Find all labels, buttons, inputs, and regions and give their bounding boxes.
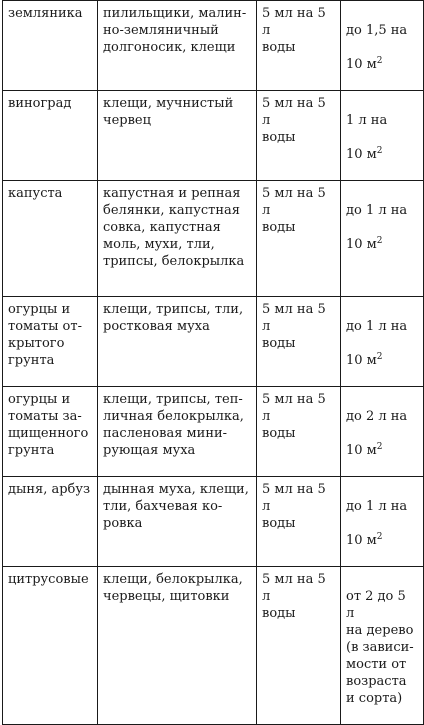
rate-unit-exponent: 2 xyxy=(376,146,383,156)
pests-cell: клещи, белокрылка, червецы, щитовки xyxy=(98,567,257,725)
crop-cell: огурцы и томаты от- крытого грунта xyxy=(3,297,98,387)
crop-cell: цитрусовые xyxy=(3,567,98,725)
rate-unit: 10 м xyxy=(346,237,377,252)
rate-cell xyxy=(341,91,424,181)
pests-cell: клещи, мучнистый червец xyxy=(98,91,257,181)
crop-cell: дыня, арбуз xyxy=(3,477,98,567)
pests-cell: клещи, трипсы, теп- личная белокрылка, пасленовая мини- рующая муха xyxy=(98,387,257,477)
rate-cell xyxy=(341,477,424,567)
dose-cell: 5 мл на 5 л воды xyxy=(257,181,341,297)
crop-cell: огурцы и томаты за- щищенного грунта xyxy=(3,387,98,477)
rate-area xyxy=(346,236,418,253)
rate-area xyxy=(346,146,418,163)
rate-unit: 10 м xyxy=(346,533,377,548)
rate-area xyxy=(346,532,418,549)
rate-text: до 2 л на xyxy=(346,409,408,424)
rate-text: до 1,5 на xyxy=(346,23,408,38)
rate-unit-exponent: 2 xyxy=(376,532,383,542)
rate-area xyxy=(346,352,418,369)
rate-unit-exponent: 2 xyxy=(376,352,383,362)
rate-text: 1 л на xyxy=(346,113,388,128)
table-row xyxy=(3,387,424,477)
rate-unit-exponent: 2 xyxy=(376,236,383,246)
rate-text: от 2 до 5 л на дерево (в зависи- мости от возраста и сорта) xyxy=(346,589,414,706)
rate-area xyxy=(346,56,418,73)
pests-cell: капустная и репная белянки, капустная совка, капустная моль, мухи, тли, трипсы, белокрылка xyxy=(98,181,257,297)
pests-cell: пилильщики, малин- но-земляничный долгоносик, клещи xyxy=(98,1,257,91)
rate-cell xyxy=(341,567,424,725)
pesticide-application-table xyxy=(2,0,424,725)
rate-text: до 1 л на xyxy=(346,319,408,334)
table-row xyxy=(3,1,424,91)
dose-cell: 5 мл на 5 л воды xyxy=(257,91,341,181)
pests-cell: дынная муха, клещи, тли, бахчевая ко- ровка xyxy=(98,477,257,567)
rate-text: до 1 л на xyxy=(346,499,408,514)
rate-area xyxy=(346,442,418,459)
dose-cell: 5 мл на 5 л воды xyxy=(257,387,341,477)
crop-cell: виноград xyxy=(3,91,98,181)
rate-unit: 10 м xyxy=(346,353,377,368)
table-row xyxy=(3,567,424,725)
table-row xyxy=(3,477,424,567)
crop-cell: земляника xyxy=(3,1,98,91)
table-row xyxy=(3,181,424,297)
rate-unit: 10 м xyxy=(346,57,377,72)
dose-cell: 5 мл на 5 л воды xyxy=(257,297,341,387)
rate-cell xyxy=(341,181,424,297)
rate-unit-exponent: 2 xyxy=(376,442,383,452)
crop-cell: капуста xyxy=(3,181,98,297)
rate-cell xyxy=(341,1,424,91)
dose-cell: 5 мл на 5 л воды xyxy=(257,1,341,91)
dose-cell: 5 мл на 5 л воды xyxy=(257,567,341,725)
rate-cell xyxy=(341,297,424,387)
rate-unit-exponent: 2 xyxy=(376,56,383,66)
table-row xyxy=(3,91,424,181)
pests-cell: клещи, трипсы, тли, ростковая муха xyxy=(98,297,257,387)
rate-unit: 10 м xyxy=(346,147,377,162)
rate-unit: 10 м xyxy=(346,443,377,458)
rate-cell xyxy=(341,387,424,477)
dose-cell: 5 мл на 5 л воды xyxy=(257,477,341,567)
rate-text: до 1 л на xyxy=(346,203,408,218)
table-row xyxy=(3,297,424,387)
